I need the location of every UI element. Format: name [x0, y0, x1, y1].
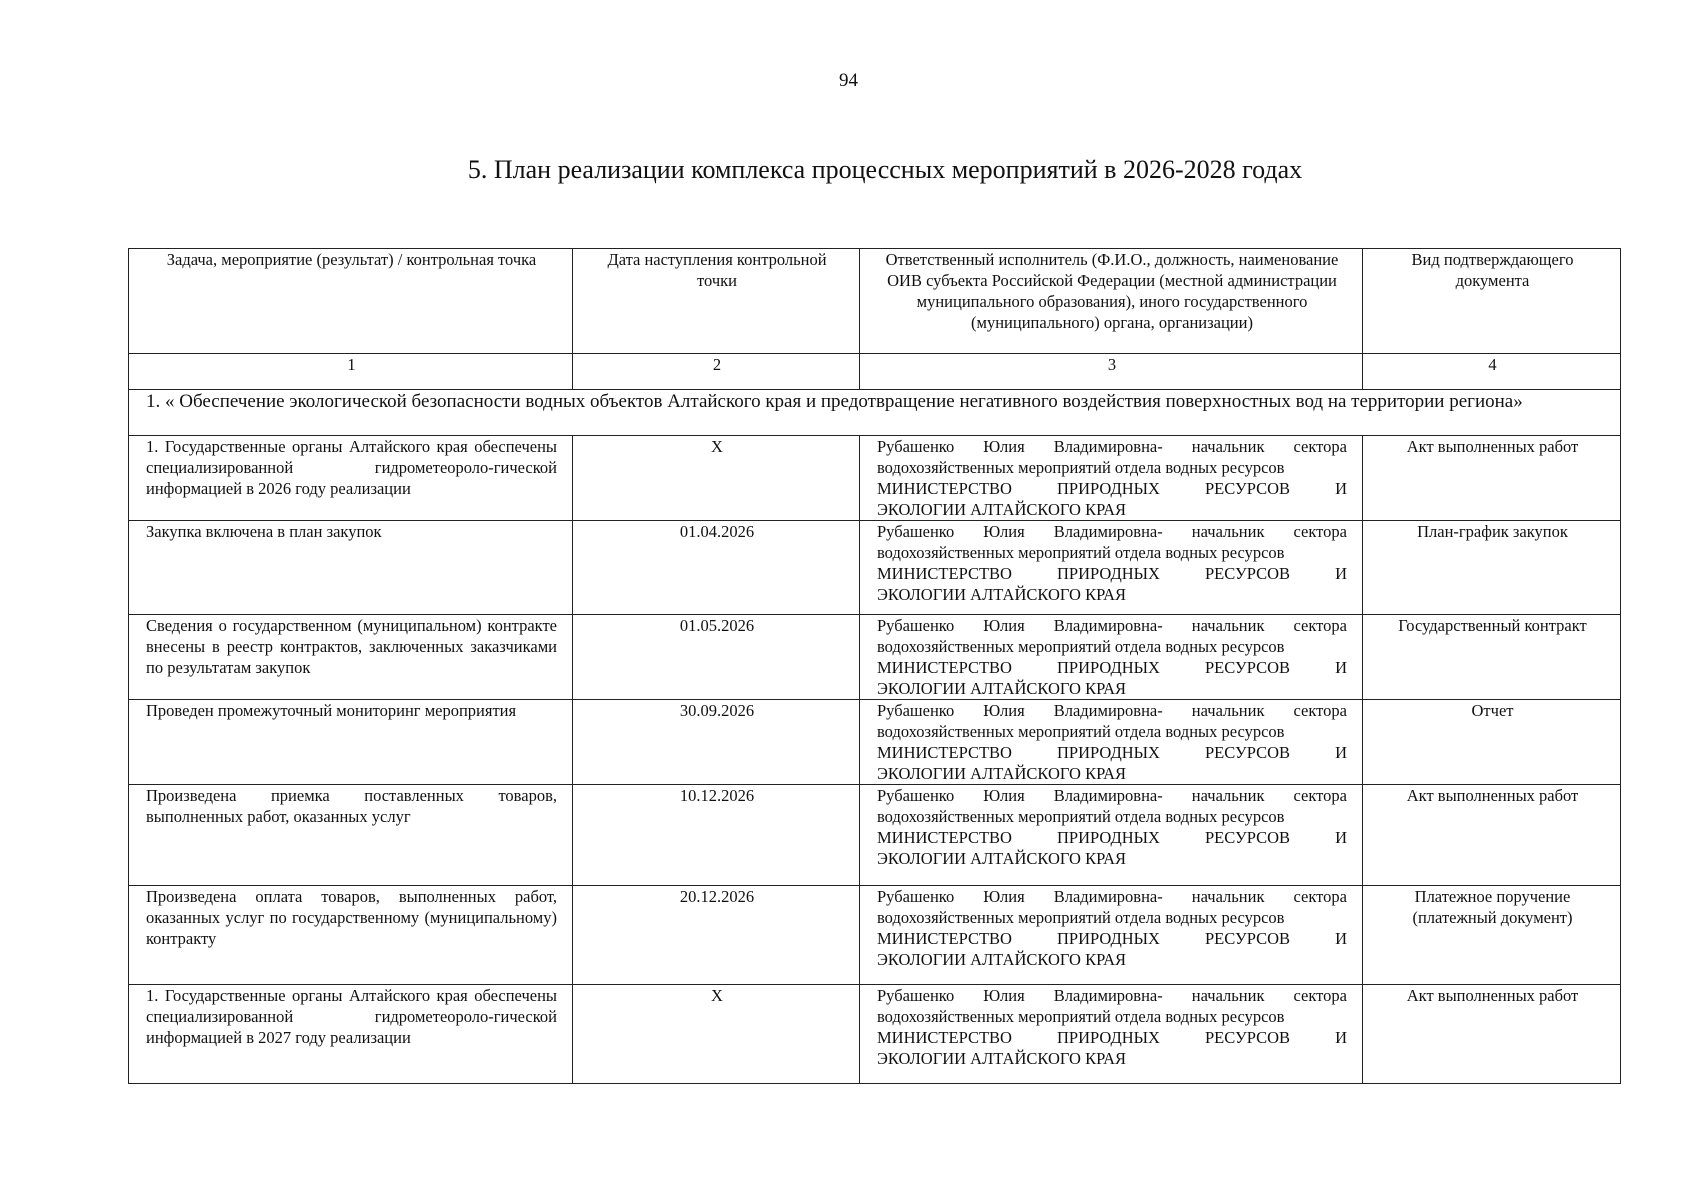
table-row	[129, 886, 1621, 985]
document-cell: Акт выполненных работ	[1363, 985, 1621, 1084]
section-row	[129, 390, 1621, 436]
date-cell: X	[573, 985, 860, 1084]
executor-line: МИНИСТЕРСТВО ПРИРОДНЫХ РЕСУРСОВ И	[877, 1028, 1347, 1047]
executor-line: ЭКОЛОГИИ АЛТАЙСКОГО КРАЯ	[877, 950, 1127, 969]
column-number: 1	[129, 354, 573, 390]
task-cell: Произведена приемка поставленных товаров, выполненных работ, оказанных услуг	[129, 785, 573, 886]
executor-line: Рубашенко Юлия Владимировна- начальник сектора	[877, 437, 1347, 456]
task-cell: Проведен промежуточный мониторинг мероприятия	[129, 700, 573, 785]
executor-line: МИНИСТЕРСТВО ПРИРОДНЫХ РЕСУРСОВ И	[877, 743, 1347, 762]
plan-table	[128, 248, 1621, 1084]
table-row	[129, 615, 1621, 700]
task-cell: Закупка включена в план закупок	[129, 521, 573, 615]
executor-line: водохозяйственных мероприятий отдела водных ресурсов	[877, 637, 1285, 656]
executor-cell	[860, 700, 1363, 785]
task-cell: Произведена оплата товаров, выполненных работ, оказанных услуг по государственному (муниципальному) контракту	[129, 886, 573, 985]
table-row	[129, 436, 1621, 521]
document-cell: Платежное поручение (платежный документ)	[1363, 886, 1621, 985]
executor-line: водохозяйственных мероприятий отдела водных ресурсов	[877, 458, 1285, 477]
executor-cell	[860, 436, 1363, 521]
executor-line: водохозяйственных мероприятий отдела водных ресурсов	[877, 722, 1285, 741]
document-cell: Отчет	[1363, 700, 1621, 785]
executor-line: водохозяйственных мероприятий отдела водных ресурсов	[877, 1007, 1285, 1026]
executor-line: Рубашенко Юлия Владимировна- начальник сектора	[877, 616, 1347, 635]
executor-line: ЭКОЛОГИИ АЛТАЙСКОГО КРАЯ	[877, 500, 1127, 519]
executor-line: водохозяйственных мероприятий отдела водных ресурсов	[877, 543, 1285, 562]
executor-line: МИНИСТЕРСТВО ПРИРОДНЫХ РЕСУРСОВ И	[877, 479, 1347, 498]
executor-line: МИНИСТЕРСТВО ПРИРОДНЫХ РЕСУРСОВ И	[877, 929, 1347, 948]
column-number: 2	[573, 354, 860, 390]
executor-line: Рубашенко Юлия Владимировна- начальник сектора	[877, 522, 1347, 541]
executor-cell	[860, 886, 1363, 985]
table-row	[129, 521, 1621, 615]
date-cell: 20.12.2026	[573, 886, 860, 985]
executor-cell	[860, 785, 1363, 886]
task-cell: Сведения о государственном (муниципальном) контракте внесены в реестр контрактов, заключенных заказчиками по результатам закупок	[129, 615, 573, 700]
table-row	[129, 985, 1621, 1084]
executor-line: МИНИСТЕРСТВО ПРИРОДНЫХ РЕСУРСОВ И	[877, 828, 1347, 847]
executor-line: водохозяйственных мероприятий отдела водных ресурсов	[877, 908, 1285, 927]
header-task: Задача, мероприятие (результат) / контрольная точка	[129, 249, 573, 354]
executor-line: Рубашенко Юлия Владимировна- начальник сектора	[877, 986, 1347, 1005]
executor-line: ЭКОЛОГИИ АЛТАЙСКОГО КРАЯ	[877, 585, 1127, 604]
table-row	[129, 785, 1621, 886]
date-cell: 01.05.2026	[573, 615, 860, 700]
date-cell: 30.09.2026	[573, 700, 860, 785]
header-document: Вид подтверждающего документа	[1363, 249, 1621, 354]
table-header-row	[129, 249, 1621, 354]
column-number: 4	[1363, 354, 1621, 390]
section-title: 1. « Обеспечение экологической безопасности водных объектов Алтайского края и предотвращение негативного воздействия поверхностных вод на территории региона»	[129, 390, 1621, 436]
executor-line: Рубашенко Юлия Владимировна- начальник сектора	[877, 887, 1347, 906]
page-title: 5. План реализации комплекса процессных мероприятий в 2026-2028 годах	[467, 155, 1303, 184]
document-cell: Государственный контракт	[1363, 615, 1621, 700]
task-cell: 1. Государственные органы Алтайского края обеспечены специализированной гидрометеороло-гической информацией в 2027 году реализации	[129, 985, 573, 1084]
column-number-row	[129, 354, 1621, 390]
date-cell: 01.04.2026	[573, 521, 860, 615]
executor-line: МИНИСТЕРСТВО ПРИРОДНЫХ РЕСУРСОВ И	[877, 658, 1347, 677]
document-cell: Акт выполненных работ	[1363, 436, 1621, 521]
date-cell: X	[573, 436, 860, 521]
task-cell: 1. Государственные органы Алтайского края обеспечены специализированной гидрометеороло-гической информацией в 2026 году реализации	[129, 436, 573, 521]
executor-cell	[860, 615, 1363, 700]
document-cell: План-график закупок	[1363, 521, 1621, 615]
executor-line: ЭКОЛОГИИ АЛТАЙСКОГО КРАЯ	[877, 849, 1127, 868]
table-row	[129, 700, 1621, 785]
executor-cell	[860, 985, 1363, 1084]
executor-line: Рубашенко Юлия Владимировна- начальник сектора	[877, 786, 1347, 805]
executor-line: МИНИСТЕРСТВО ПРИРОДНЫХ РЕСУРСОВ И	[877, 564, 1347, 583]
executor-line: водохозяйственных мероприятий отдела водных ресурсов	[877, 807, 1285, 826]
column-number: 3	[860, 354, 1363, 390]
page-number: 94	[839, 70, 858, 91]
executor-cell	[860, 521, 1363, 615]
executor-line: ЭКОЛОГИИ АЛТАЙСКОГО КРАЯ	[877, 764, 1127, 783]
executor-line: ЭКОЛОГИИ АЛТАЙСКОГО КРАЯ	[877, 679, 1127, 698]
header-executor: Ответственный исполнитель (Ф.И.О., должность, наименование ОИВ субъекта Российской Федерации (местной администрации муниципального образования), иного государственного (муниципального) органа, организации)	[860, 249, 1363, 354]
executor-line: Рубашенко Юлия Владимировна- начальник сектора	[877, 701, 1347, 720]
date-cell: 10.12.2026	[573, 785, 860, 886]
executor-line: ЭКОЛОГИИ АЛТАЙСКОГО КРАЯ	[877, 1049, 1127, 1068]
document-cell: Акт выполненных работ	[1363, 785, 1621, 886]
header-date: Дата наступления контрольной точки	[573, 249, 860, 354]
